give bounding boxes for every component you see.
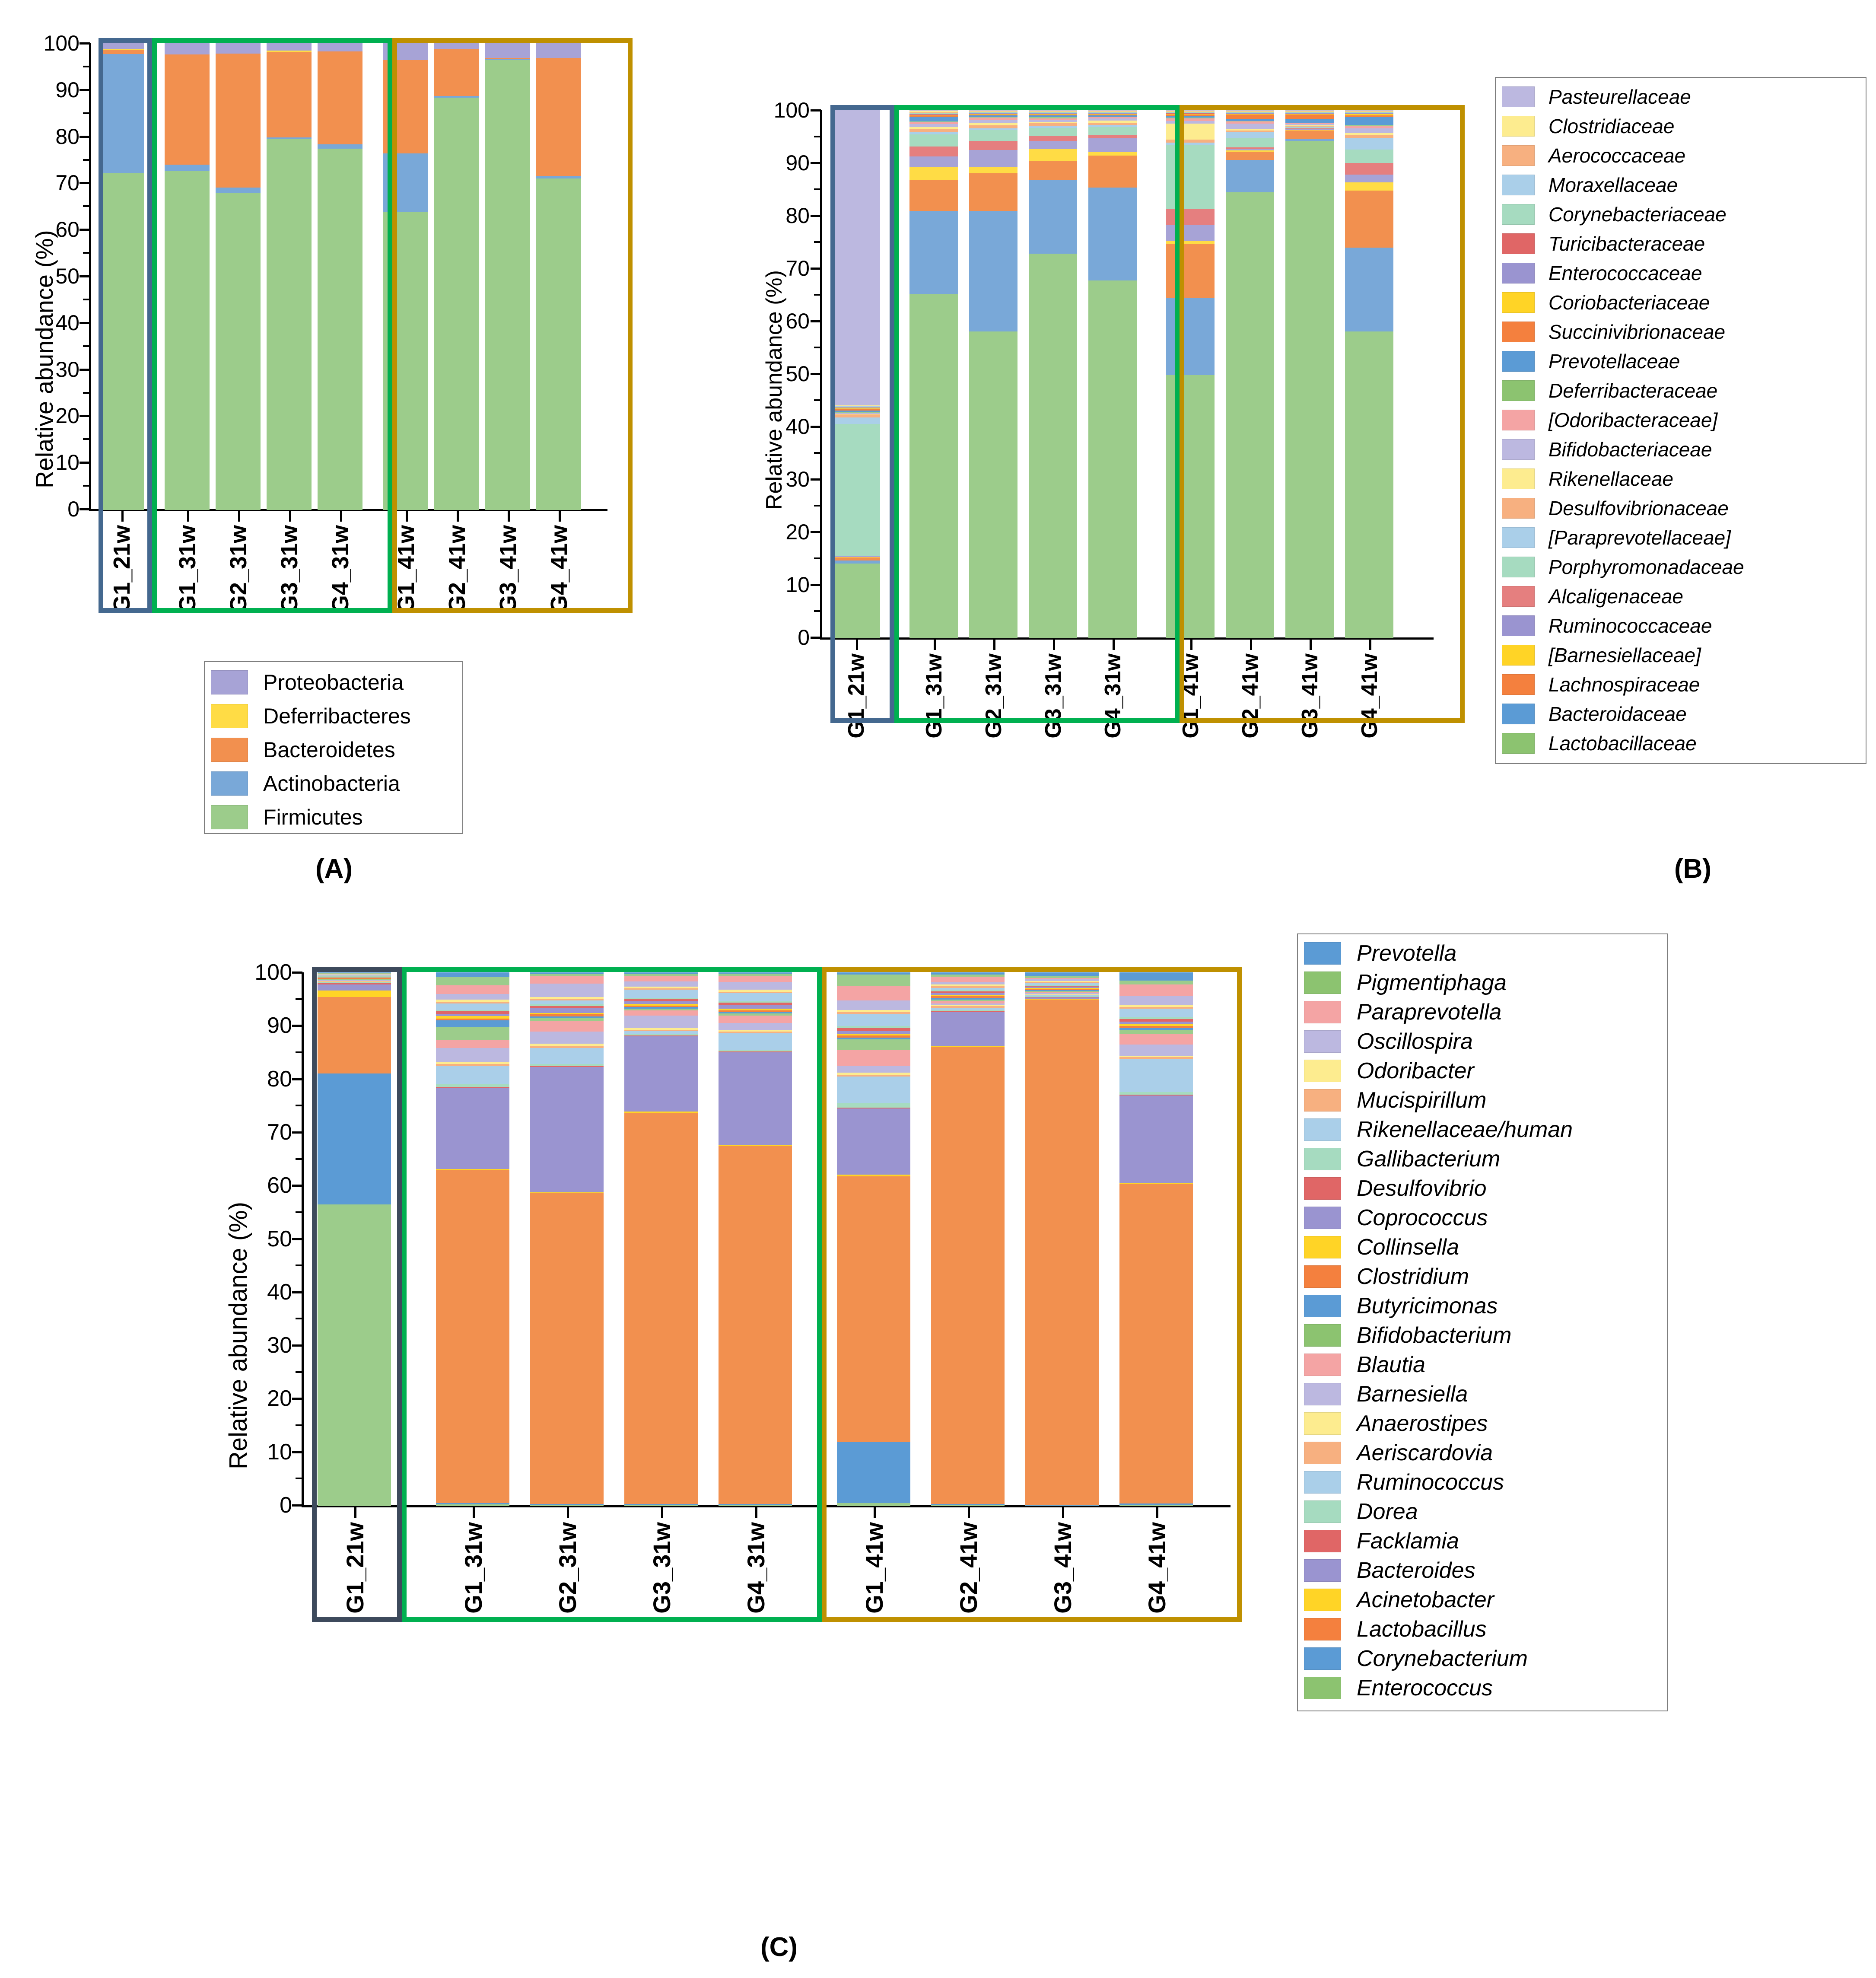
- y-tick-mark: [811, 268, 821, 270]
- y-tick-label: 30: [267, 1333, 292, 1358]
- legend-color-swatch: [211, 771, 248, 796]
- legend-item-label: Collinsella: [1357, 1235, 1459, 1260]
- legend-item[interactable]: [1502, 347, 1860, 376]
- y-tick-label: 80: [267, 1066, 292, 1092]
- legend-color-swatch: [211, 670, 248, 694]
- legend-item-label: Lactobacillus: [1357, 1617, 1487, 1642]
- legend-item[interactable]: [211, 800, 456, 834]
- y-tick-label: 70: [267, 1119, 292, 1145]
- legend-color-swatch: [1502, 704, 1535, 724]
- y-tick-mark: [79, 462, 90, 464]
- y-tick-label: 60: [267, 1173, 292, 1198]
- legend-item-label: Enterococcaceae: [1548, 262, 1702, 284]
- legend-item-label: Bacteroidetes: [263, 738, 395, 762]
- y-tick-mark: [292, 1451, 302, 1453]
- legend-color-swatch: [211, 738, 248, 762]
- legend-item-label: Odoribacter: [1357, 1058, 1474, 1083]
- legend-color-swatch: [1502, 410, 1535, 430]
- legend-item[interactable]: [1502, 288, 1860, 317]
- legend-item-label: Succinivibrionaceae: [1548, 321, 1726, 343]
- legend-item[interactable]: [211, 733, 456, 767]
- legend-item[interactable]: [1502, 552, 1860, 582]
- legend-color-swatch: [1304, 1207, 1341, 1229]
- x-axis-label: G1_41w: [861, 1522, 888, 1614]
- y-tick-label: 100: [773, 98, 810, 122]
- y-tick-label: 30: [785, 467, 810, 491]
- x-axis-label: G2_41w: [1238, 653, 1263, 739]
- legend-item-label: Desulfovibrionaceae: [1548, 497, 1729, 519]
- legend-item-label: Lactobacillaceae: [1548, 732, 1697, 755]
- y-tick-mark: [811, 637, 821, 639]
- legend-item-label: [Odoribacteraceae]: [1548, 409, 1718, 431]
- panel-a-label: (A): [315, 854, 353, 884]
- legend-color-swatch: [1502, 557, 1535, 577]
- legend-color-swatch: [1304, 1589, 1341, 1611]
- legend-item[interactable]: [1304, 1468, 1661, 1497]
- group-box-21w-a: [99, 38, 152, 613]
- y-tick-label: 50: [785, 362, 810, 386]
- legend-item[interactable]: [1304, 1115, 1661, 1144]
- legend-color-swatch: [1304, 1001, 1341, 1023]
- y-tick-mark: [292, 1504, 302, 1507]
- legend-item[interactable]: [1502, 523, 1860, 552]
- legend-item-label: Corynebacteriaceae: [1548, 203, 1727, 226]
- legend-item-label: Dorea: [1357, 1499, 1418, 1524]
- y-tick-mark: [811, 426, 821, 428]
- legend-color-swatch: [1502, 468, 1535, 489]
- x-axis-label: G1_31w: [922, 653, 947, 739]
- legend-color-swatch: [1304, 1060, 1341, 1082]
- y-tick-label: 20: [785, 520, 810, 544]
- legend-color-swatch: [1304, 1265, 1341, 1288]
- x-axis-label: G2_31w: [981, 653, 1007, 739]
- y-tick-mark: [811, 320, 821, 322]
- legend-item[interactable]: [1502, 640, 1860, 670]
- legend-color-swatch: [211, 805, 248, 829]
- panel-c-y-axis-label: Relative abundance (%): [224, 1201, 252, 1469]
- legend-item-label: Porphyromonadaceae: [1548, 556, 1744, 578]
- legend-item[interactable]: [1502, 670, 1860, 699]
- y-tick-label: 10: [267, 1439, 292, 1465]
- legend-item[interactable]: [1304, 1086, 1661, 1115]
- legend-item[interactable]: [1502, 464, 1860, 494]
- y-tick-mark: [292, 1185, 302, 1187]
- y-tick-label: 90: [785, 151, 810, 175]
- legend-color-swatch: [1304, 1236, 1341, 1258]
- panel-b: [730, 0, 1876, 908]
- legend-item-label: Coprococcus: [1357, 1205, 1488, 1230]
- legend-item[interactable]: [1304, 1497, 1661, 1526]
- y-tick-mark: [811, 162, 821, 164]
- x-axis-label: G1_31w: [460, 1522, 487, 1614]
- legend-item[interactable]: [1304, 1585, 1661, 1615]
- legend-item-label: [Paraprevotellaceae]: [1548, 526, 1731, 549]
- legend-item[interactable]: [1304, 1056, 1661, 1086]
- y-tick-label: 100: [43, 31, 79, 55]
- legend-color-swatch: [1502, 175, 1535, 195]
- legend-item[interactable]: [1304, 1673, 1661, 1703]
- y-tick-label: 10: [785, 573, 810, 597]
- x-axis-label: G1_21w: [844, 653, 869, 739]
- y-tick-label: 70: [785, 256, 810, 280]
- legend-color-swatch: [1502, 233, 1535, 254]
- y-tick-label: 30: [55, 357, 79, 382]
- group-box-41w-b: [1180, 105, 1465, 723]
- y-tick-label: 80: [55, 124, 79, 149]
- legend-item[interactable]: [1304, 1526, 1661, 1556]
- y-tick-label: 0: [280, 1493, 292, 1518]
- legend-color-swatch: [1502, 322, 1535, 342]
- legend-color-swatch: [1304, 1412, 1341, 1435]
- legend-color-swatch: [1502, 733, 1535, 754]
- y-tick-mark: [811, 215, 821, 217]
- x-axis-label: G1_21w: [341, 1522, 369, 1614]
- legend-item[interactable]: [1304, 1644, 1661, 1673]
- x-axis-label: G2_41w: [955, 1522, 983, 1614]
- legend-item[interactable]: [1502, 170, 1860, 200]
- x-axis-label: G3_41w: [495, 525, 521, 614]
- x-axis-label: G3_41w: [1297, 653, 1323, 739]
- x-axis-label: G1_41w: [393, 525, 420, 614]
- panel-b-y-axis-label: Relative abundance (%): [762, 270, 787, 510]
- y-tick-label: 20: [267, 1386, 292, 1411]
- legend-item-label: Rikenellaceae: [1548, 468, 1673, 490]
- panel-a-y-axis-label: Relative abundance (%): [31, 230, 58, 488]
- legend-item-label: Alcaligenaceae: [1548, 585, 1684, 608]
- legend-color-swatch: [1304, 1324, 1341, 1347]
- legend-item-label: Prevotellaceae: [1548, 350, 1680, 373]
- legend-color-swatch: [1502, 527, 1535, 548]
- y-tick-label: 0: [67, 497, 79, 521]
- x-axis-label: G1_41w: [1178, 653, 1204, 739]
- legend-item[interactable]: [1304, 968, 1661, 997]
- legend-color-swatch: [1304, 1618, 1341, 1640]
- legend-item-label: Aeriscardovia: [1357, 1440, 1493, 1465]
- y-tick-label: 70: [55, 171, 79, 195]
- y-tick-mark: [79, 182, 90, 184]
- legend-item-label: Prevotella: [1357, 941, 1457, 966]
- legend-item-label: Deferribacteres: [263, 704, 411, 728]
- y-tick-mark: [79, 89, 90, 91]
- group-box-41w-c: [822, 967, 1242, 1622]
- legend-item[interactable]: [1304, 1203, 1661, 1233]
- legend-item-label: Ruminococcus: [1357, 1470, 1504, 1495]
- legend-item-label: Bacteroides: [1357, 1558, 1475, 1583]
- legend-color-swatch: [1304, 942, 1341, 965]
- legend-item-label: Moraxellaceae: [1548, 174, 1678, 196]
- y-tick-label: 60: [55, 217, 79, 242]
- y-tick-label: 40: [785, 414, 810, 439]
- legend-item-label: Coriobacteriaceae: [1548, 291, 1710, 314]
- legend-color-swatch: [1502, 498, 1535, 519]
- group-box-31w-a: [152, 38, 392, 613]
- legend-item[interactable]: [1304, 939, 1661, 968]
- legend-color-swatch: [1502, 292, 1535, 313]
- legend-item-label: Clostridiaceae: [1548, 115, 1675, 137]
- legend-color-swatch: [1304, 971, 1341, 994]
- panel-c: [186, 925, 1876, 1978]
- legend-item[interactable]: [211, 767, 456, 800]
- legend-item-label: Aerococcaceae: [1548, 144, 1686, 167]
- legend-color-swatch: [1304, 1442, 1341, 1464]
- legend-item-label: Proteobacteria: [263, 670, 404, 694]
- legend-item-label: Clostridium: [1357, 1264, 1469, 1289]
- legend-item-label: Desulfovibrio: [1357, 1176, 1487, 1201]
- legend-item[interactable]: [1502, 376, 1860, 405]
- y-tick-label: 80: [785, 204, 810, 228]
- y-tick-label: 50: [267, 1226, 292, 1252]
- legend-color-swatch: [1304, 1530, 1341, 1552]
- legend-item[interactable]: [1304, 1409, 1661, 1438]
- x-axis-label: G3_31w: [648, 1522, 676, 1614]
- legend-item-label: Butyricimonas: [1357, 1293, 1498, 1319]
- legend-color-swatch: [1304, 1559, 1341, 1582]
- x-axis-label: G2_31w: [554, 1522, 582, 1614]
- legend-item[interactable]: [1304, 1350, 1661, 1379]
- y-tick-label: 60: [785, 309, 810, 333]
- y-tick-label: 90: [267, 1013, 292, 1038]
- legend-item[interactable]: [1502, 729, 1860, 758]
- group-box-41w-a: [392, 38, 633, 613]
- panel-a-legend: [204, 661, 463, 834]
- legend-item[interactable]: [1502, 611, 1860, 640]
- legend-item-label: Acinetobacter: [1357, 1587, 1494, 1612]
- legend-item[interactable]: [1502, 82, 1860, 111]
- x-axis-label: G3_41w: [1049, 1522, 1077, 1614]
- legend-item[interactable]: [1304, 1291, 1661, 1321]
- legend-item-label: Firmicutes: [263, 805, 363, 829]
- legend-item[interactable]: [1502, 111, 1860, 141]
- legend-item[interactable]: [1304, 1438, 1661, 1468]
- y-tick-label: 90: [55, 77, 79, 102]
- y-tick-mark: [811, 109, 821, 111]
- legend-item[interactable]: [1304, 1321, 1661, 1350]
- legend-item-label: Anaerostipes: [1357, 1411, 1488, 1436]
- legend-color-swatch: [1304, 1647, 1341, 1670]
- legend-item[interactable]: [211, 699, 456, 733]
- legend-color-swatch: [1502, 645, 1535, 666]
- legend-item[interactable]: [1304, 1262, 1661, 1291]
- legend-color-swatch: [1502, 351, 1535, 372]
- legend-item-label: Rikenellaceae/human: [1357, 1117, 1573, 1142]
- y-tick-mark: [79, 42, 90, 45]
- y-tick-label: 100: [254, 960, 292, 985]
- legend-item[interactable]: [1304, 1027, 1661, 1056]
- y-tick-label: 10: [55, 450, 79, 475]
- legend-item-label: Bifidobacteriaceae: [1548, 438, 1712, 461]
- legend-item-label: Oscillospira: [1357, 1029, 1473, 1054]
- legend-color-swatch: [1502, 439, 1535, 460]
- x-axis-label: G2_41w: [444, 525, 471, 614]
- legend-color-swatch: [1304, 1354, 1341, 1376]
- legend-item-label: Facklamia: [1357, 1529, 1459, 1554]
- panel-b-legend: [1495, 77, 1866, 764]
- legend-color-swatch: [1304, 1295, 1341, 1317]
- legend-color-swatch: [1304, 1177, 1341, 1200]
- legend-color-swatch: [1304, 1030, 1341, 1053]
- legend-item-label: Mucispirillum: [1357, 1088, 1487, 1113]
- y-tick-label: 20: [55, 404, 79, 428]
- legend-color-swatch: [1304, 1118, 1341, 1141]
- legend-item-label: Paraprevotella: [1357, 1000, 1502, 1025]
- legend-color-swatch: [1502, 615, 1535, 636]
- y-tick-mark: [811, 531, 821, 533]
- legend-color-swatch: [1502, 263, 1535, 283]
- legend-item-label: Turicibacteraceae: [1548, 233, 1705, 255]
- legend-item-label: Bacteroidaceae: [1548, 703, 1687, 725]
- legend-item-label: Deferribacteraceae: [1548, 379, 1718, 402]
- panel-a: [0, 0, 614, 908]
- group-box-31w-c: [402, 967, 822, 1622]
- legend-color-swatch: [1502, 674, 1535, 695]
- legend-item-label: [Barnesiellaceae]: [1548, 644, 1701, 666]
- y-tick-mark: [292, 1238, 302, 1240]
- x-axis-label: G4_41w: [546, 525, 572, 614]
- legend-item[interactable]: [1304, 1233, 1661, 1262]
- legend-item[interactable]: [1502, 258, 1860, 288]
- y-tick-label: 40: [267, 1279, 292, 1305]
- legend-color-swatch: [1502, 586, 1535, 607]
- x-axis-label: G4_31w: [742, 1522, 770, 1614]
- legend-item-label: Corynebacterium: [1357, 1646, 1528, 1671]
- legend-item[interactable]: [1304, 1144, 1661, 1174]
- panel-c-legend: [1297, 933, 1668, 1711]
- legend-color-swatch: [1304, 1089, 1341, 1112]
- legend-item[interactable]: [1502, 200, 1860, 229]
- legend-color-swatch: [1502, 116, 1535, 137]
- x-axis-label: G4_31w: [328, 525, 354, 614]
- y-tick-mark: [811, 373, 821, 375]
- legend-item[interactable]: [1502, 494, 1860, 523]
- x-axis-label: G3_31w: [277, 525, 303, 614]
- panel-c-label: (C): [760, 1932, 798, 1962]
- x-axis-label: G1_21w: [109, 525, 135, 614]
- legend-item[interactable]: [1304, 997, 1661, 1027]
- y-tick-mark: [811, 478, 821, 481]
- legend-item-label: Pigmentiphaga: [1357, 970, 1507, 995]
- legend-item-label: Actinobacteria: [263, 771, 400, 796]
- legend-item-label: Bifidobacterium: [1357, 1323, 1512, 1348]
- legend-color-swatch: [1304, 1500, 1341, 1523]
- y-tick-mark: [292, 1078, 302, 1080]
- y-tick-mark: [292, 1291, 302, 1293]
- legend-color-swatch: [1502, 86, 1535, 107]
- legend-item[interactable]: [1304, 1615, 1661, 1644]
- y-tick-mark: [79, 322, 90, 324]
- legend-color-swatch: [1502, 380, 1535, 401]
- y-tick-mark: [79, 415, 90, 417]
- legend-color-swatch: [1304, 1677, 1341, 1699]
- y-tick-mark: [292, 971, 302, 974]
- y-tick-label: 0: [798, 625, 810, 650]
- panel-b-label: (B): [1674, 854, 1712, 884]
- y-tick-mark: [79, 136, 90, 138]
- legend-color-swatch: [1502, 204, 1535, 225]
- x-axis-label: G2_31w: [226, 525, 252, 614]
- y-tick-mark: [292, 1398, 302, 1400]
- legend-item[interactable]: [211, 666, 456, 699]
- legend-item-label: Barnesiella: [1357, 1382, 1468, 1407]
- group-box-21w-b: [830, 105, 894, 723]
- legend-color-swatch: [1502, 145, 1535, 166]
- legend-item-label: Gallibacterium: [1357, 1147, 1501, 1172]
- legend-item[interactable]: [1502, 582, 1860, 611]
- y-tick-mark: [79, 508, 90, 510]
- group-box-21w-c: [312, 967, 402, 1622]
- legend-item[interactable]: [1502, 435, 1860, 464]
- x-axis-label: G4_41w: [1143, 1522, 1171, 1614]
- x-axis-label: G4_41w: [1357, 653, 1383, 739]
- legend-item[interactable]: [1304, 1556, 1661, 1585]
- legend-item-label: Enterococcus: [1357, 1675, 1493, 1701]
- legend-item[interactable]: [1502, 699, 1860, 729]
- legend-color-swatch: [1304, 1471, 1341, 1494]
- y-tick-mark: [79, 229, 90, 231]
- x-axis-label: G1_31w: [175, 525, 201, 614]
- y-tick-mark: [292, 1131, 302, 1134]
- x-axis-label: G4_31w: [1100, 653, 1126, 739]
- legend-item-label: Blautia: [1357, 1352, 1425, 1377]
- legend-item[interactable]: [1502, 229, 1860, 258]
- x-axis-label: G3_31w: [1041, 653, 1066, 739]
- y-tick-label: 40: [55, 310, 79, 335]
- legend-color-swatch: [211, 704, 248, 728]
- legend-item-label: Ruminococcaceae: [1548, 615, 1712, 637]
- legend-color-swatch: [1304, 1383, 1341, 1405]
- y-tick-mark: [811, 584, 821, 586]
- legend-item[interactable]: [1502, 141, 1860, 170]
- legend-item-label: Pasteurellaceae: [1548, 86, 1691, 108]
- legend-item[interactable]: [1502, 317, 1860, 347]
- legend-item-label: Lachnospiraceae: [1548, 673, 1700, 696]
- y-tick-mark: [292, 1344, 302, 1347]
- group-box-31w-b: [894, 105, 1180, 723]
- y-tick-mark: [79, 275, 90, 277]
- y-tick-label: 50: [55, 264, 79, 288]
- legend-color-swatch: [1304, 1148, 1341, 1170]
- legend-item[interactable]: [1304, 1174, 1661, 1203]
- legend-item[interactable]: [1304, 1379, 1661, 1409]
- y-tick-mark: [79, 369, 90, 371]
- y-tick-mark: [292, 1025, 302, 1027]
- legend-item[interactable]: [1502, 405, 1860, 435]
